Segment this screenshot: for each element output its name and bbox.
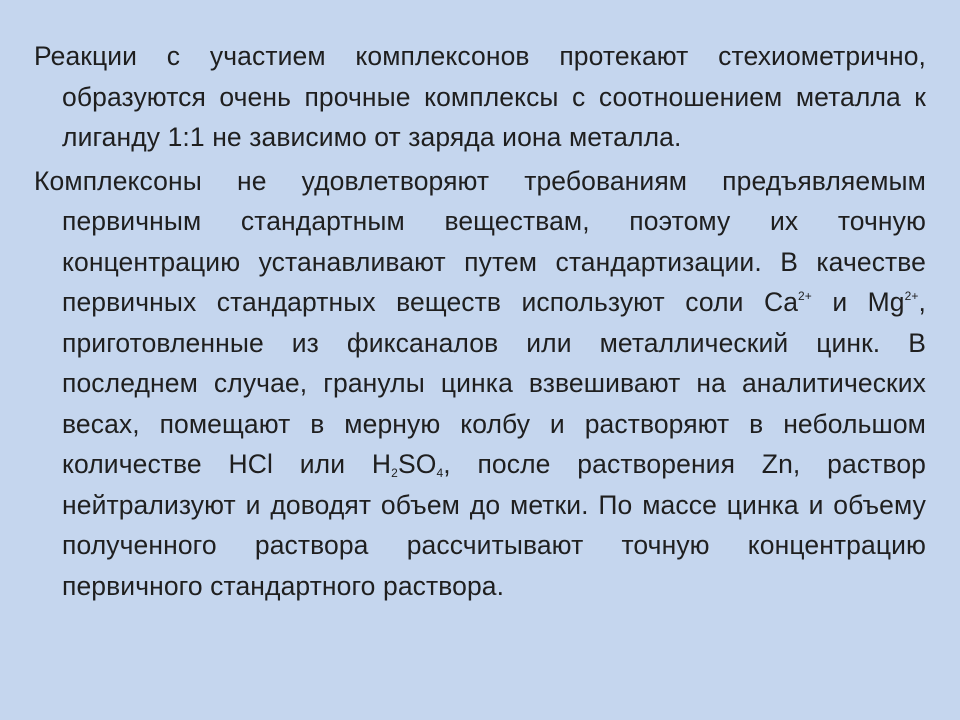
paragraph2-text-4: SO (397, 449, 437, 479)
slide-content (34, 36, 926, 609)
oxygen-subscript: 4 (436, 466, 444, 480)
paragraph2-text-5: , после растворения Zn, раствор нейтрализуют и доводят объем до метки. По массе цинка и объему полученного раствора рассчитывают точную концентрацию первичного стандартного раствора. (62, 449, 926, 601)
paragraph2-text-1: Комплексоны не удовлетворяют требованиям предъявляемым первичным стандартным веществам, поэтому их точную концентрацию устанавливают путем стандартизации. В качестве первичных стандартных веществ используют соли Ca (34, 165, 926, 317)
calcium-charge-superscript: 2+ (798, 289, 812, 303)
paragraph-standardization (34, 161, 926, 607)
paragraph2-text-3: , приготовленные из фиксаналов или металлический цинк. В последнем случае, гранулы цинка взвешивают на аналитических весах, помещают в мерную колбу и растворяют в небольшом количестве HCl или H (62, 287, 926, 479)
magnesium-charge-superscript: 2+ (904, 289, 919, 303)
paragraph2-text-2: и Mg (811, 287, 905, 317)
hydrogen-subscript: 2 (391, 466, 398, 480)
paragraph-complexone-reactions: Реакции с участием комплексонов протекают стехиометрично, образуются очень прочные комплексы с соотношением металла к лиганду 1:1 не зависимо от заряда иона металла. (34, 41, 926, 152)
